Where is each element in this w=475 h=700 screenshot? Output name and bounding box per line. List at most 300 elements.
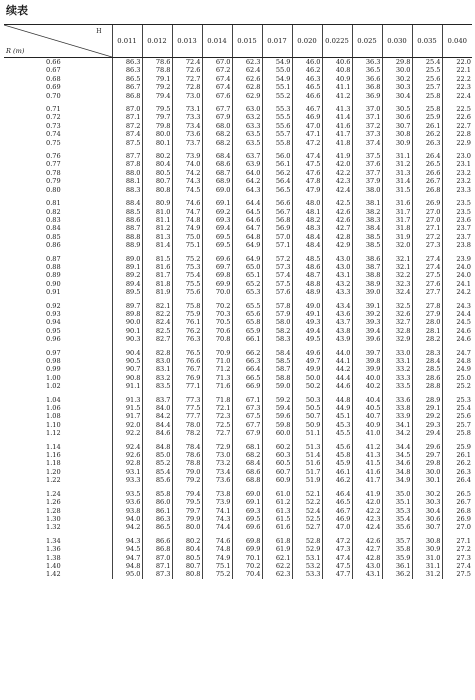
table-cell: 40.9 xyxy=(352,421,382,429)
table-cell: 69.8 xyxy=(202,271,232,279)
table-row xyxy=(4,459,472,467)
table-cell: 64.5 xyxy=(232,208,262,216)
row-label: 0.69 xyxy=(46,83,61,92)
table-cell: 81.8 xyxy=(142,280,172,288)
table-cell: 30.8 xyxy=(412,537,442,545)
table-cell: 25.0 xyxy=(442,374,472,382)
table-cell: 61.5 xyxy=(262,515,292,523)
table-cell: 22.7 xyxy=(442,122,472,130)
table-cell: 89.7 xyxy=(112,302,142,310)
table-cell: 78.6 xyxy=(172,451,202,459)
table-cell: 59.8 xyxy=(262,421,292,429)
table-cell: 82.1 xyxy=(142,302,172,310)
table-cell: 80.5 xyxy=(142,169,172,177)
table-cell: 39.8 xyxy=(352,357,382,365)
table-cell: 27.6 xyxy=(412,280,442,288)
table-row xyxy=(4,177,472,185)
table-cell: 89.1 xyxy=(112,263,142,271)
row-label: 1.20 xyxy=(46,467,61,476)
table-cell: 42.0 xyxy=(352,498,382,506)
table-cell: 42.2 xyxy=(322,169,352,177)
row-label: 1.18 xyxy=(46,459,61,468)
table-cell: 58.8 xyxy=(262,374,292,382)
table-cell: 68.2 xyxy=(202,139,232,147)
table-cell: 88.4 xyxy=(112,199,142,207)
table-cell: 44.9 xyxy=(322,404,352,412)
table-cell: 72.6 xyxy=(172,66,202,74)
table-cell: 75.8 xyxy=(172,302,202,310)
table-cell: 73.1 xyxy=(172,105,202,113)
table-cell: 66.4 xyxy=(232,365,262,373)
table-cell: 29.8 xyxy=(382,58,412,67)
table-cell: 80.8 xyxy=(172,570,202,578)
table-cell: 74.9 xyxy=(172,224,202,232)
table-row xyxy=(4,310,472,318)
table-cell: 53.1 xyxy=(292,554,322,562)
table-cell: 56.8 xyxy=(262,216,292,224)
table-cell: 61.3 xyxy=(262,507,292,515)
row-label: 1.22 xyxy=(46,476,61,485)
table-cell: 88.7 xyxy=(112,224,142,232)
table-cell: 39.4 xyxy=(352,327,382,335)
table-cell: 79.5 xyxy=(142,105,172,113)
table-cell: 43.6 xyxy=(322,310,352,318)
table-cell: 32.3 xyxy=(382,280,412,288)
table-cell: 69.9 xyxy=(232,545,262,553)
table-cell: 27.0 xyxy=(442,523,472,531)
table-cell: 26.5 xyxy=(412,160,442,168)
table-cell: 52.5 xyxy=(292,515,322,523)
table-cell: 69.4 xyxy=(202,224,232,232)
table-cell: 27.1 xyxy=(412,224,442,232)
table-cell: 68.7 xyxy=(202,169,232,177)
table-cell: 86.3 xyxy=(142,515,172,523)
table-cell: 46.6 xyxy=(292,92,322,100)
table-cell: 33.6 xyxy=(382,396,412,404)
table-cell: 42.3 xyxy=(322,177,352,185)
table-cell: 86.3 xyxy=(112,58,142,67)
table-cell: 78.4 xyxy=(172,443,202,451)
table-cell: 29.2 xyxy=(412,412,442,420)
table-cell: 57.2 xyxy=(262,255,292,263)
table-cell: 87.5 xyxy=(112,139,142,147)
table-cell: 89.5 xyxy=(112,288,142,296)
table-header-row xyxy=(4,25,472,58)
table-cell: 40.6 xyxy=(322,58,352,67)
table-cell: 26.8 xyxy=(412,186,442,194)
table-cell: 92.2 xyxy=(112,429,142,437)
table-cell: 60.2 xyxy=(262,443,292,451)
table-row xyxy=(4,263,472,271)
table-cell: 24.8 xyxy=(442,357,472,365)
table-cell: 62.6 xyxy=(232,75,262,83)
table-cell: 64.6 xyxy=(232,216,262,224)
table-cell: 39.7 xyxy=(352,349,382,357)
table-cell: 70.2 xyxy=(202,302,232,310)
table-cell: 41.9 xyxy=(322,152,352,160)
table-cell: 80.8 xyxy=(142,186,172,194)
table-cell: 80.5 xyxy=(172,554,202,562)
table-row xyxy=(4,83,472,91)
table-cell: 56.0 xyxy=(262,152,292,160)
table-cell: 56.7 xyxy=(262,208,292,216)
table-cell: 88.9 xyxy=(112,241,142,249)
table-cell: 37.2 xyxy=(352,122,382,130)
table-cell: 65.5 xyxy=(232,302,262,310)
table-row xyxy=(4,199,472,207)
table-cell: 91.5 xyxy=(112,404,142,412)
table-row xyxy=(4,382,472,390)
table-cell: 80.0 xyxy=(142,130,172,138)
table-cell: 48.4 xyxy=(292,241,322,249)
table-cell: 54.9 xyxy=(262,75,292,83)
table-cell: 64.9 xyxy=(232,241,262,249)
table-cell: 84.4 xyxy=(142,421,172,429)
table-cell: 65.6 xyxy=(232,310,262,318)
row-label: 0.66 xyxy=(46,58,61,66)
table-cell: 38.9 xyxy=(352,280,382,288)
table-cell: 63.2 xyxy=(232,113,262,121)
table-cell: 30.2 xyxy=(412,490,442,498)
table-cell: 36.3 xyxy=(352,58,382,67)
table-cell: 87.0 xyxy=(112,105,142,113)
table-row xyxy=(4,412,472,420)
column-header: 0.0225 xyxy=(322,25,352,58)
table-row xyxy=(4,224,472,232)
table-cell: 33.1 xyxy=(382,357,412,365)
table-cell: 24.6 xyxy=(442,335,472,343)
table-cell: 28.3 xyxy=(412,349,442,357)
table-cell: 23.2 xyxy=(442,169,472,177)
table-cell: 41.4 xyxy=(322,113,352,121)
table-cell: 42.2 xyxy=(352,507,382,515)
table-cell: 24.7 xyxy=(442,349,472,357)
table-cell: 87.4 xyxy=(112,130,142,138)
table-cell: 75.2 xyxy=(202,570,232,578)
table-cell: 30.6 xyxy=(412,515,442,523)
row-label: 0.86 xyxy=(46,241,61,250)
table-cell: 45.3 xyxy=(322,421,352,429)
table-row xyxy=(4,186,472,194)
table-cell: 38.2 xyxy=(352,208,382,216)
table-cell: 42.0 xyxy=(322,160,352,168)
table-cell: 49.6 xyxy=(292,349,322,357)
table-cell: 43.7 xyxy=(322,318,352,326)
table-cell: 58.4 xyxy=(262,349,292,357)
table-cell: 64.0 xyxy=(232,169,262,177)
table-cell: 56.1 xyxy=(262,160,292,168)
table-cell: 65.0 xyxy=(232,263,262,271)
table-cell: 30.5 xyxy=(382,105,412,113)
table-cell: 26.2 xyxy=(412,130,442,138)
table-cell: 26.4 xyxy=(442,476,472,484)
table-cell: 39.3 xyxy=(352,318,382,326)
table-cell: 75.3 xyxy=(172,263,202,271)
row-label: 1.30 xyxy=(46,514,61,523)
table-row xyxy=(4,58,472,67)
table-cell: 31.8 xyxy=(382,224,412,232)
row-label: 0.83 xyxy=(46,215,61,224)
row-label: 0.81 xyxy=(46,199,61,208)
table-cell: 25.4 xyxy=(412,58,442,67)
row-label: 0.71 xyxy=(46,105,61,114)
table-cell: 69.0 xyxy=(202,186,232,194)
table-cell: 79.8 xyxy=(142,122,172,130)
table-cell: 80.7 xyxy=(172,562,202,570)
table-cell: 56.4 xyxy=(262,177,292,185)
table-cell: 71.8 xyxy=(202,396,232,404)
table-cell: 35.1 xyxy=(382,498,412,506)
table-cell: 93.3 xyxy=(112,476,142,484)
table-cell: 22.6 xyxy=(442,113,472,121)
table-cell: 79.9 xyxy=(172,515,202,523)
column-header: 0.020 xyxy=(292,25,322,58)
row-label: 0.91 xyxy=(46,288,61,297)
table-cell: 82.5 xyxy=(142,327,172,335)
table-cell: 34.5 xyxy=(382,451,412,459)
table-cell: 30.3 xyxy=(382,83,412,91)
table-cell: 46.0 xyxy=(292,58,322,67)
table-cell: 68.1 xyxy=(232,443,262,451)
table-cell: 27.0 xyxy=(412,216,442,224)
table-cell: 69.3 xyxy=(202,216,232,224)
table-cell: 86.0 xyxy=(142,498,172,506)
table-cell: 47.0 xyxy=(322,523,352,531)
table-cell: 38.0 xyxy=(352,186,382,194)
table-cell: 27.3 xyxy=(442,554,472,562)
table-cell: 66.2 xyxy=(232,349,262,357)
table-cell: 76.1 xyxy=(172,318,202,326)
row-label: 1.04 xyxy=(46,395,61,404)
table-cell: 42.7 xyxy=(352,545,382,553)
table-cell: 74.3 xyxy=(202,515,232,523)
table-cell: 46.4 xyxy=(322,490,352,498)
table-cell: 47.4 xyxy=(322,554,352,562)
table-row xyxy=(4,113,472,121)
table-cell: 28.8 xyxy=(412,382,442,390)
table-cell: 69.1 xyxy=(232,498,262,506)
table-cell: 83.2 xyxy=(142,374,172,382)
column-header: 0.011 xyxy=(112,25,142,58)
table-cell: 32.5 xyxy=(382,302,412,310)
table-cell: 72.4 xyxy=(172,58,202,67)
table-cell: 89.2 xyxy=(112,271,142,279)
table-cell: 42.5 xyxy=(322,199,352,207)
table-cell: 65.9 xyxy=(232,327,262,335)
table-cell: 35.7 xyxy=(382,537,412,545)
table-cell: 86.1 xyxy=(142,507,172,515)
row-label: 1.10 xyxy=(46,420,61,429)
table-cell: 87.3 xyxy=(142,570,172,578)
table-cell: 93.6 xyxy=(112,498,142,506)
table-cell: 32.6 xyxy=(382,310,412,318)
table-cell: 27.1 xyxy=(442,537,472,545)
table-cell: 90.3 xyxy=(112,335,142,343)
table-cell: 92.6 xyxy=(112,451,142,459)
row-label: 0.96 xyxy=(46,335,61,344)
table-row xyxy=(4,105,472,113)
table-cell: 30.7 xyxy=(382,122,412,130)
table-row xyxy=(4,318,472,326)
table-cell: 69.3 xyxy=(232,507,262,515)
table-cell: 67.4 xyxy=(202,83,232,91)
table-cell: 42.9 xyxy=(322,241,352,249)
table-cell: 53.3 xyxy=(292,570,322,578)
row-label: 0.85 xyxy=(46,232,61,241)
table-cell: 41.2 xyxy=(322,92,352,100)
table-cell: 41.2 xyxy=(352,443,382,451)
table-cell: 60.0 xyxy=(262,429,292,437)
table-cell: 75.1 xyxy=(202,562,232,570)
table-cell: 25.9 xyxy=(442,443,472,451)
table-cell: 37.6 xyxy=(352,160,382,168)
table-cell: 67.4 xyxy=(202,75,232,83)
table-cell: 46.5 xyxy=(292,83,322,91)
table-cell: 90.4 xyxy=(112,349,142,357)
table-cell: 31.7 xyxy=(382,216,412,224)
table-cell: 45.9 xyxy=(322,459,352,467)
table-cell: 26.9 xyxy=(442,515,472,523)
table-cell: 25.7 xyxy=(412,83,442,91)
table-cell: 26.2 xyxy=(442,459,472,467)
table-cell: 41.9 xyxy=(352,490,382,498)
table-cell: 27.5 xyxy=(412,271,442,279)
table-cell: 67.7 xyxy=(232,421,262,429)
table-cell: 41.5 xyxy=(352,459,382,467)
table-cell: 89.0 xyxy=(112,255,142,263)
table-cell: 61.6 xyxy=(262,523,292,531)
table-cell: 41.3 xyxy=(352,451,382,459)
table-cell: 75.0 xyxy=(172,233,202,241)
table-cell: 29.1 xyxy=(412,404,442,412)
table-cell: 48.4 xyxy=(292,233,322,241)
table-cell: 61.9 xyxy=(262,545,292,553)
table-row xyxy=(4,365,472,373)
table-cell: 83.7 xyxy=(142,396,172,404)
table-cell: 79.0 xyxy=(172,468,202,476)
table-row xyxy=(4,92,472,100)
table-cell: 39.2 xyxy=(352,310,382,318)
table-cell: 24.9 xyxy=(442,365,472,373)
table-cell: 34.9 xyxy=(382,476,412,484)
table-row xyxy=(4,271,472,279)
table-row xyxy=(4,374,472,382)
table-cell: 79.4 xyxy=(142,92,172,100)
table-cell: 30.7 xyxy=(412,523,442,531)
row-label: 1.12 xyxy=(46,429,61,438)
table-row xyxy=(4,241,472,249)
table-cell: 37.4 xyxy=(352,139,382,147)
table-cell: 32.7 xyxy=(382,318,412,326)
table-cell: 76.9 xyxy=(172,374,202,382)
table-cell: 38.5 xyxy=(352,233,382,241)
table-cell: 46.2 xyxy=(322,476,352,484)
table-cell: 67.3 xyxy=(232,404,262,412)
row-label: 0.76 xyxy=(46,152,61,161)
table-cell: 77.3 xyxy=(172,396,202,404)
corner-left-label: R (m) xyxy=(6,46,25,55)
table-cell: 29.7 xyxy=(412,451,442,459)
table-cell: 47.2 xyxy=(292,139,322,147)
table-cell: 27.2 xyxy=(412,233,442,241)
table-cell: 48.8 xyxy=(292,280,322,288)
table-cell: 22.3 xyxy=(442,83,472,91)
table-cell: 34.1 xyxy=(382,421,412,429)
table-cell: 27.3 xyxy=(412,241,442,249)
table-cell: 52.7 xyxy=(292,523,322,531)
table-cell: 31.1 xyxy=(412,562,442,570)
table-cell: 28.0 xyxy=(412,318,442,326)
table-cell: 86.8 xyxy=(112,92,142,100)
table-cell: 28.5 xyxy=(412,365,442,373)
table-cell: 40.2 xyxy=(352,382,382,390)
table-cell: 46.5 xyxy=(322,498,352,506)
table-cell: 83.1 xyxy=(142,365,172,373)
table-row xyxy=(4,537,472,545)
table-cell: 26.5 xyxy=(442,490,472,498)
table-cell: 33.5 xyxy=(382,382,412,390)
table-cell: 76.7 xyxy=(172,365,202,373)
row-label: 1.02 xyxy=(46,382,61,391)
table-cell: 75.9 xyxy=(172,310,202,318)
row-label: 0.79 xyxy=(46,177,61,186)
table-cell: 29.3 xyxy=(412,421,442,429)
table-cell: 73.6 xyxy=(202,476,232,484)
table-cell: 62.2 xyxy=(262,562,292,570)
table-cell: 27.7 xyxy=(412,288,442,296)
table-cell: 29.6 xyxy=(412,443,442,451)
table-cell: 27.5 xyxy=(442,570,472,578)
table-cell: 91.1 xyxy=(112,382,142,390)
table-cell: 61.8 xyxy=(262,537,292,545)
table-cell: 92.0 xyxy=(112,421,142,429)
table-cell: 55.8 xyxy=(262,139,292,147)
table-cell: 78.8 xyxy=(142,66,172,74)
table-cell: 66.9 xyxy=(232,382,262,390)
row-label: 0.72 xyxy=(46,113,61,122)
table-row xyxy=(4,429,472,437)
table-cell: 52.2 xyxy=(292,498,322,506)
row-label: 0.90 xyxy=(46,279,61,288)
table-cell: 30.4 xyxy=(412,507,442,515)
table-cell: 76.6 xyxy=(172,357,202,365)
row-label: 1.16 xyxy=(46,451,61,460)
row-label: 0.74 xyxy=(46,130,61,139)
table-cell: 94.5 xyxy=(112,545,142,553)
table-cell: 27.2 xyxy=(442,545,472,553)
table-cell: 87.2 xyxy=(112,122,142,130)
table-row xyxy=(4,130,472,138)
table-cell: 69.6 xyxy=(202,255,232,263)
row-label: 1.06 xyxy=(46,404,61,413)
table-cell: 51.3 xyxy=(292,443,322,451)
table-cell: 69.5 xyxy=(232,515,262,523)
table-row xyxy=(4,255,472,263)
table-cell: 91.3 xyxy=(112,396,142,404)
table-cell: 23.7 xyxy=(442,224,472,232)
table-cell: 34.8 xyxy=(382,468,412,476)
table-cell: 33.3 xyxy=(382,374,412,382)
table-cell: 23.7 xyxy=(442,233,472,241)
table-cell: 62.3 xyxy=(232,58,262,67)
table-cell: 79.1 xyxy=(142,75,172,83)
table-cell: 85.2 xyxy=(142,459,172,467)
table-cell: 24.5 xyxy=(442,318,472,326)
table-cell: 68.8 xyxy=(232,476,262,484)
table-cell: 46.2 xyxy=(292,66,322,74)
table-cell: 87.1 xyxy=(142,562,172,570)
table-cell: 26.4 xyxy=(412,152,442,160)
